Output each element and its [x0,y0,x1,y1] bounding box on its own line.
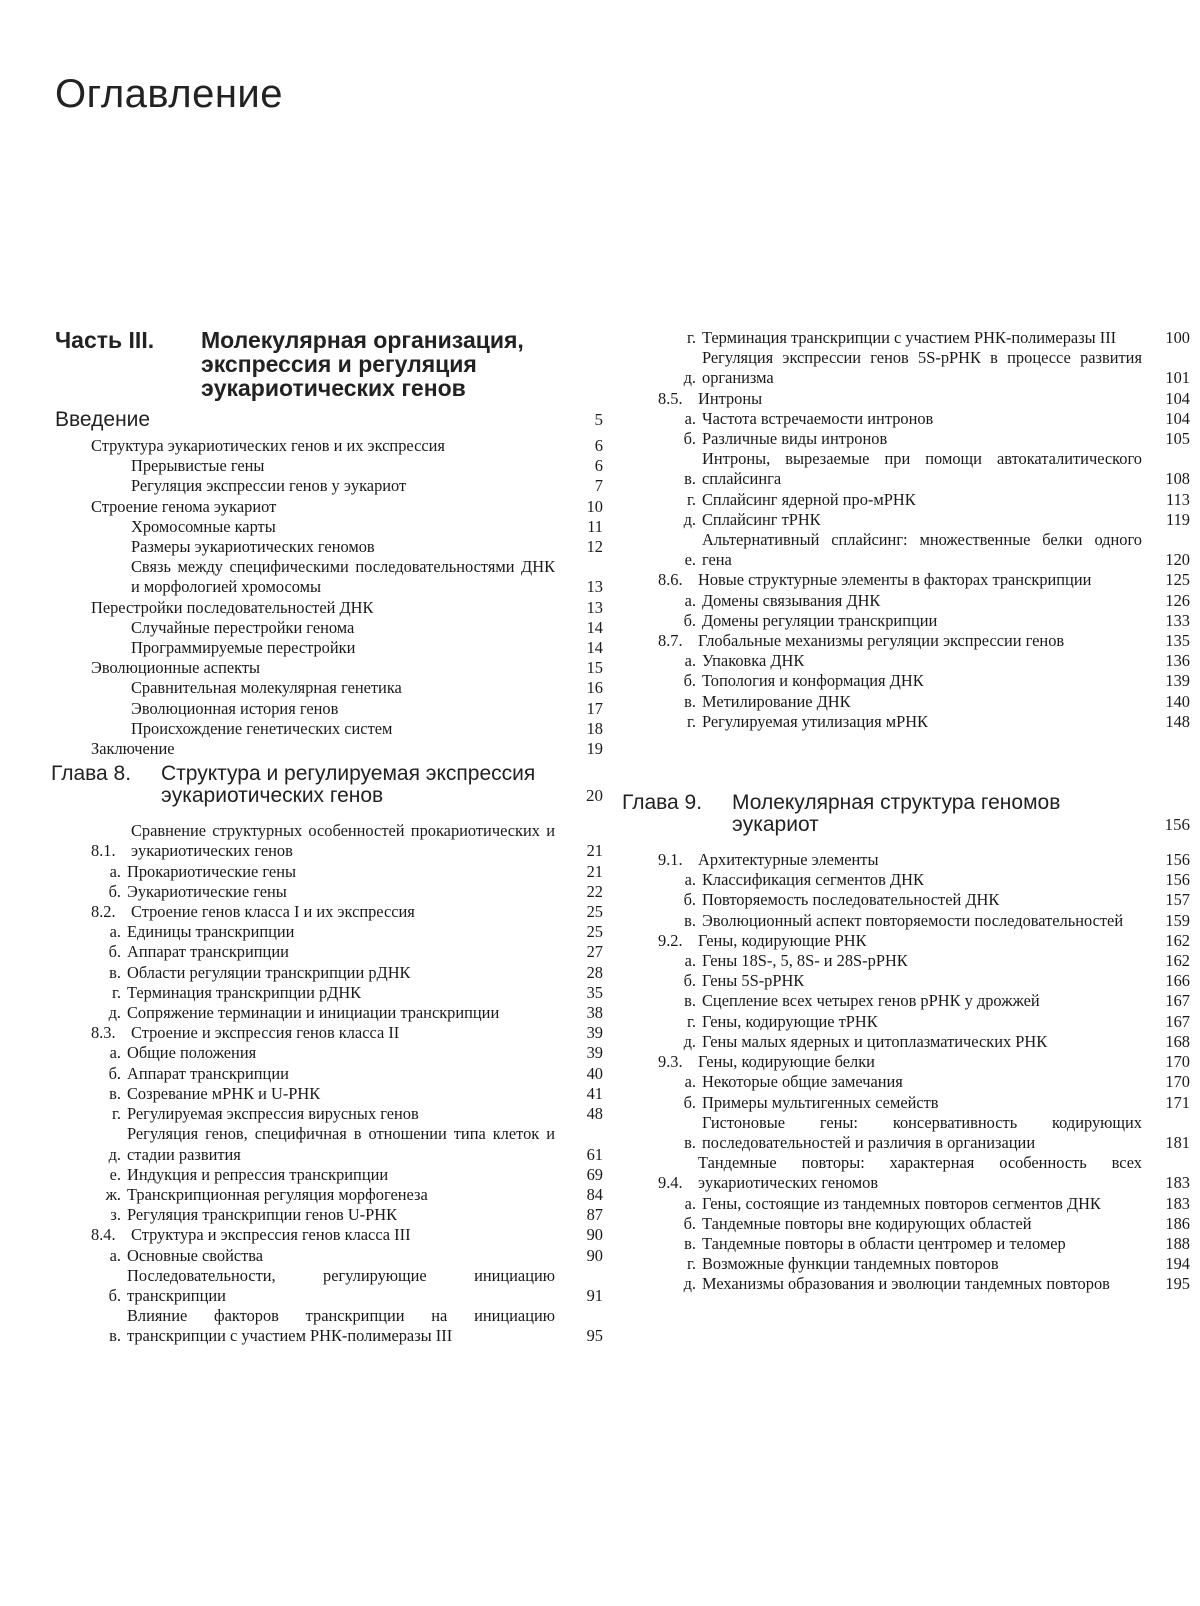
toc-subsection-entry [55,1064,603,1084]
entry-page-number: 6 [594,436,603,455]
entry-label: д. [683,509,696,529]
toc-topic-entry [55,436,603,456]
entry-label: 8.4. [91,1225,116,1245]
entry-page-number: 25 [586,922,603,942]
entry-label: а. [109,1245,121,1265]
entry-title: Хромосомные карты [131,516,276,536]
entry-page-number: 38 [586,1003,603,1023]
entry-title: Примеры мультигенных семейств [702,1092,939,1112]
toc-subsection-entry [55,1124,603,1164]
entry-page-number: 156 [1164,815,1190,835]
toc-subsection-entry [55,882,603,902]
toc-section-entry [634,631,1190,651]
entry-page-number: 21 [586,861,603,881]
entry-title: Глобальные механизмы регуляции экспрессии генов [698,631,1065,651]
entry-label: а. [684,951,696,971]
entry-title: Единицы транскрипции [127,922,295,942]
entry-title: Тандемные повторы в области центромер и теломер [702,1233,1066,1253]
entry-title: Регуляция экспрессии генов у эукариот [131,476,407,496]
entry-label: з. [110,1205,121,1225]
toc-subsection-entry [55,1306,603,1346]
entry-label: б. [683,671,696,691]
toc-subsection-entry [634,712,1190,732]
toc-column-right [622,328,1190,1295]
entry-label: в. [684,1233,696,1253]
entry-label: б. [108,1285,121,1305]
entry-title: Молекулярная структура геномов эукариот [732,791,1061,837]
entry-label: в. [684,469,696,489]
entry-label: Часть III. [55,327,155,353]
entry-label: 9.2. [658,930,683,950]
toc-subsection-entry [55,1165,603,1185]
entry-page-number: 171 [1165,1092,1190,1112]
entry-label: б. [683,610,696,630]
toc-subsection-entry [634,870,1190,890]
entry-page-number: 14 [586,638,603,658]
entry-label: г. [112,982,121,1002]
toc-topic-entry [55,739,603,759]
entry-page-number: 156 [1165,870,1190,890]
toc-subtopic-entry [55,678,603,698]
toc-subtopic-entry [55,456,603,476]
entry-label: а. [684,1072,696,1092]
entry-page-number: 108 [1165,469,1190,489]
entry-label: в. [684,1132,696,1152]
entry-page-number: 162 [1165,951,1190,971]
entry-label: е. [684,550,696,570]
entry-title: Повторяемость последовательностей ДНК [702,890,1000,910]
entry-page-number: 133 [1165,610,1190,630]
entry-title: Гены 5S-рРНК [702,971,805,991]
entry-page-number: 105 [1165,429,1190,449]
entry-title: Размеры эукариотических геномов [131,537,375,557]
entry-label: а. [684,1193,696,1213]
entry-label: д. [683,1274,696,1294]
entry-title: Регуляция генов, специфичная в отношении типа клеток и стадии развития [127,1124,555,1164]
toc-subsection-entry [634,1234,1190,1254]
toc-subsection-entry [634,409,1190,429]
entry-label: в. [109,1083,121,1103]
entry-label: г. [687,328,696,347]
entry-title: Сравнение структурных особенностей прокариотических и эукариотических генов [131,821,555,861]
entry-page-number: 6 [594,456,603,476]
entry-title: Интроны, вырезаемые при помощи автокаталитического сплайсинга [702,449,1142,489]
entry-page-number: 104 [1165,408,1190,428]
entry-title: Строение генома эукариот [91,496,277,516]
entry-title: Терминация транскрипции с участием РНК-полимеразы III [702,328,1117,347]
entry-label: а. [109,861,121,881]
toc-subtopic-entry [55,517,603,537]
toc-subsection-entry [634,1032,1190,1052]
toc-subtopic-entry [55,719,603,739]
toc-subsection-entry [634,348,1190,388]
toc-subsection-entry [634,1274,1190,1294]
entry-page-number: 28 [586,962,603,982]
entry-page-number: 156 [1165,850,1190,870]
entry-page-number: 16 [586,678,603,698]
entry-label: а. [684,590,696,610]
toc-subtopic-entry [55,557,603,597]
entry-title: Прокариотические гены [127,861,296,881]
entry-page-number: 136 [1165,651,1190,671]
entry-title: Индукция и репрессия транскрипции [127,1164,389,1184]
toc-subsection-entry [634,890,1190,910]
entry-title: Общие положения [127,1043,257,1063]
entry-title: Строение генов класса I и их экспрессия [131,902,415,922]
toc-subsection-entry [634,1093,1190,1113]
toc-topic-entry [55,497,603,517]
toc-subsection-entry [634,530,1190,570]
entry-label: ж. [105,1184,121,1204]
page-title: Оглавление [55,72,284,116]
toc-section-entry [634,389,1190,409]
entry-title: Возможные функции тандемных повторов [702,1254,999,1274]
entry-page-number: 120 [1165,550,1190,570]
entry-page-number: 61 [586,1144,603,1164]
entry-page-number: 95 [586,1326,603,1346]
entry-label: а. [684,870,696,890]
entry-title: Регуляция экспрессии генов 5S-рРНК в процессе развития организма [702,348,1142,388]
entry-page-number: 140 [1165,691,1190,711]
entry-page-number: 195 [1165,1274,1190,1294]
entry-title: Домены регуляции транскрипции [702,610,938,630]
entry-label: б. [108,1063,121,1083]
toc-subsection-entry [55,1003,603,1023]
toc-section-entry [55,1023,603,1043]
entry-page-number: 166 [1165,971,1190,991]
toc-subsection-entry [634,1254,1190,1274]
entry-title: Эволюционная история генов [131,698,339,718]
entry-title: Строение и экспрессия генов класса II [131,1023,400,1043]
toc-subsection-entry [55,983,603,1003]
entry-title: Программируемые перестройки [131,638,356,658]
entry-label: 9.1. [658,850,683,870]
entry-page-number: 90 [586,1225,603,1245]
entry-page-number: 39 [586,1023,603,1043]
entry-title: Домены связывания ДНК [702,590,881,610]
entry-title: Упаковка ДНК [702,651,805,671]
entry-title: Гены 18S-, 5, 8S- и 28S-рРНК [702,951,908,971]
toc-section-entry [55,1225,603,1245]
entry-page-number: 170 [1165,1072,1190,1092]
entry-page-number: 162 [1165,930,1190,950]
entry-label: б. [683,971,696,991]
entry-label: г. [687,1254,696,1274]
entry-page-number: 101 [1165,368,1190,388]
entry-page-number: 25 [586,902,603,922]
entry-title: Некоторые общие замечания [702,1072,903,1092]
entry-page-number: 157 [1165,890,1190,910]
part-heading [55,328,603,400]
entry-page-number: 27 [586,942,603,962]
toc-section-entry [55,821,603,861]
toc-subsection-entry [634,692,1190,712]
toc-section-entry [634,570,1190,590]
entry-page-number: 113 [1166,489,1190,509]
entry-title: Тандемные повторы: характерная особенность всех эукариотических геномов [698,1153,1142,1193]
entry-page-number: 139 [1165,671,1190,691]
entry-label: в. [109,962,121,982]
toc-subtopic-entry [55,537,603,557]
entry-title: Регулируемая экспрессия вирусных генов [127,1104,419,1124]
toc-subsection-entry [55,942,603,962]
entry-label: 8.5. [658,388,683,408]
entry-title: Сплайсинг тРНК [702,509,821,529]
entry-label: г. [112,1104,121,1124]
entry-page-number: 13 [586,577,603,597]
toc-subsection-entry [634,490,1190,510]
entry-label: в. [684,991,696,1011]
entry-title: Структура и экспрессия генов класса III [131,1225,411,1245]
entry-title: Гены, состоящие из тандемных повторов сегментов ДНК [702,1193,1101,1213]
toc-section-entry [634,1052,1190,1072]
entry-title: Транскрипционная регуляция морфогенеза [127,1184,428,1204]
entry-title: Связь между специфическими последовательностями ДНК и морфологией хромосомы [131,557,555,597]
entry-title: Терминация транскрипции рДНК [127,982,362,1002]
toc-subsection-entry [55,1246,603,1266]
entry-title: Гены малых ядерных и цитоплазматических РНК [702,1031,1048,1051]
toc-section-entry [634,1153,1190,1193]
entry-label: а. [684,408,696,428]
entry-title: Интроны [698,388,763,408]
toc-subsection-entry [55,1266,603,1306]
entry-page-number: 19 [586,739,603,759]
entry-title: Аппарат транскрипции [127,1063,289,1083]
entry-title: Области регуляции транскрипции рДНК [127,962,411,982]
entry-page-number: 22 [586,881,603,901]
entry-title: Введение [55,408,151,431]
entry-label: г. [687,711,696,731]
toc-subsection-entry [55,922,603,942]
entry-page-number: 17 [586,698,603,718]
toc-subtopic-entry [55,476,603,496]
entry-label: 8.1. [91,841,116,861]
toc-subsection-entry [634,1214,1190,1234]
entry-page-number: 167 [1165,991,1190,1011]
toc-subsection-entry [634,911,1190,931]
entry-title: Метилирование ДНК [702,691,851,711]
entry-label: Глава 9. [622,791,703,815]
entry-page-number: 126 [1165,590,1190,610]
entry-page-number: 12 [586,537,603,557]
entry-page-number: 125 [1165,570,1190,590]
entry-label: б. [108,942,121,962]
toc-subsection-entry [634,611,1190,631]
entry-title: Основные свойства [127,1245,264,1265]
entry-page-number: 15 [586,658,603,678]
entry-page-number: 41 [586,1083,603,1103]
entry-page-number: 20 [586,786,603,806]
entry-page-number: 183 [1165,1173,1190,1193]
entry-title: Перестройки последовательностей ДНК [91,597,374,617]
toc-subsection-entry [634,1012,1190,1032]
entry-label: б. [683,429,696,449]
entry-title: Гистоновые гены: консервативность кодирующих последовательностей и различия в организации [702,1112,1142,1152]
entry-label: д. [683,1031,696,1051]
toc-subsection-entry [634,1194,1190,1214]
entry-label: д. [683,368,696,388]
toc-subsection-entry [55,1205,603,1225]
chapter-heading [622,791,1190,837]
entry-page-number: 119 [1166,509,1190,529]
entry-label: в. [684,691,696,711]
entry-title: Классификация сегментов ДНК [702,870,924,890]
entry-page-number: 40 [586,1063,603,1083]
entry-title: Эволюционный аспект повторяемости последовательностей [702,910,1124,930]
toc-subsection-entry [634,1072,1190,1092]
entry-page-number: 13 [586,597,603,617]
entry-page-number: 18 [586,718,603,738]
entry-title: Сопряжение терминации и инициации транскрипции [127,1003,500,1023]
entry-title: Последовательности, регулирующие инициацию транскрипции [127,1265,555,1305]
entry-page-number: 181 [1165,1132,1190,1152]
entry-title: Влияние факторов транскрипции на инициацию транскрипции с участием РНК-полимеразы III [127,1306,555,1346]
entry-title: Новые структурные элементы в факторах транскрипции [698,570,1092,590]
entry-title: Архитектурные элементы [698,850,879,870]
entry-label: б. [683,1092,696,1112]
entry-title: Топология и конформация ДНК [702,671,924,691]
entry-label: а. [109,922,121,942]
entry-page-number: 159 [1165,910,1190,930]
entry-title: Различные виды интронов [702,429,888,449]
entry-page-number: 84 [586,1184,603,1204]
toc-section-entry [55,902,603,922]
entry-title: Гены, кодирующие белки [698,1052,875,1072]
toc-subsection-entry [634,449,1190,489]
intro-heading [55,408,603,432]
entry-title: Регуляция транскрипции генов U-РНК [127,1205,398,1225]
entry-page-number: 35 [586,982,603,1002]
entry-label: б. [108,881,121,901]
entry-page-number: 168 [1165,1031,1190,1051]
entry-label: 8.2. [91,902,116,922]
entry-page-number: 170 [1165,1052,1190,1072]
entry-title: Гены, кодирующие РНК [698,930,867,950]
toc-subsection-entry [55,1104,603,1124]
entry-page-number: 194 [1165,1254,1190,1274]
entry-page-number: 100 [1165,328,1190,347]
toc-section-entry [634,850,1190,870]
entry-page-number: 48 [586,1104,603,1124]
entry-title: Эволюционные аспекты [91,658,261,678]
entry-title: Структура и регулируемая экспрессия эукариотических генов [161,762,536,808]
toc-subtopic-entry [55,638,603,658]
entry-title: Аппарат транскрипции [127,942,289,962]
entry-title: Гены, кодирующие тРНК [702,1011,878,1031]
toc-subsection-entry [634,591,1190,611]
entry-title: Механизмы образования и эволюции тандемных повторов [702,1274,1110,1294]
entry-label: г. [687,1011,696,1031]
entry-title: Эукариотические гены [127,881,287,901]
entry-label: 9.4. [658,1173,683,1193]
toc-subsection-entry [634,510,1190,530]
toc-subsection-entry [634,328,1190,348]
entry-label: 8.6. [658,570,683,590]
entry-label: е. [109,1164,121,1184]
entry-page-number: 7 [594,476,603,496]
entry-title: Частота встречаемости интронов [702,408,934,428]
entry-label: в. [109,1326,121,1346]
entry-label: 9.3. [658,1052,683,1072]
toc-topic-entry [55,658,603,678]
entry-title: Молекулярная организация, экспрессия и регуляция эукариотических генов [201,327,524,401]
toc-subsection-entry [634,971,1190,991]
entry-page-number: 39 [586,1043,603,1063]
entry-title: Структура эукариотических генов и их экспрессия [91,436,445,455]
entry-page-number: 5 [594,410,603,429]
entry-label: 8.7. [658,631,683,651]
entry-page-number: 21 [586,841,603,861]
entry-title: Происхождение генетических систем [131,718,393,738]
entry-title: Заключение [91,739,175,759]
entry-label: г. [687,489,696,509]
toc-subsection-entry [634,1113,1190,1153]
toc-subsection-entry [634,951,1190,971]
entry-title: Случайные перестройки генома [131,617,355,637]
entry-title: Регулируемая утилизация мРНК [702,711,928,731]
entry-page-number: 14 [586,617,603,637]
toc-column-left [51,327,603,1347]
toc-subsection-entry [55,1043,603,1063]
entry-title: Тандемные повторы вне кодирующих областей [702,1213,1032,1233]
toc-subtopic-entry [55,618,603,638]
toc-subsection-entry [55,963,603,983]
entry-page-number: 91 [586,1285,603,1305]
toc-subsection-entry [634,429,1190,449]
entry-page-number: 188 [1165,1233,1190,1253]
entry-page-number: 11 [587,516,603,536]
entry-page-number: 104 [1165,388,1190,408]
entry-label: б. [683,890,696,910]
entry-label: д. [108,1003,121,1023]
entry-label: д. [108,1144,121,1164]
entry-label: Глава 8. [51,762,132,786]
toc-subsection-entry [634,991,1190,1011]
toc-subsection-entry [55,862,603,882]
entry-page-number: 167 [1165,1011,1190,1031]
entry-title: Сцепление всех четырех генов рРНК у дрожжей [702,991,1040,1011]
entry-title: Сплайсинг ядерной про-мРНК [702,489,916,509]
entry-page-number: 148 [1165,711,1190,731]
entry-page-number: 183 [1165,1193,1190,1213]
chapter-heading [51,762,603,808]
entry-label: 8.3. [91,1023,116,1043]
entry-title: Сравнительная молекулярная генетика [131,678,402,698]
entry-title: Созревание мРНК и U-РНК [127,1083,321,1103]
entry-page-number: 87 [586,1205,603,1225]
toc-subsection-entry [55,1185,603,1205]
toc-section-entry [634,931,1190,951]
toc-subsection-entry [634,671,1190,691]
entry-label: а. [109,1043,121,1063]
entry-label: а. [684,651,696,671]
entry-page-number: 69 [586,1164,603,1184]
entry-page-number: 135 [1165,631,1190,651]
entry-title: Альтернативный сплайсинг: множественные белки одного гена [702,530,1142,570]
entry-page-number: 10 [586,496,603,516]
toc-subtopic-entry [55,699,603,719]
entry-page-number: 186 [1165,1213,1190,1233]
entry-page-number: 90 [586,1245,603,1265]
entry-label: в. [684,910,696,930]
entry-title: Прерывистые гены [131,456,265,476]
entry-label: б. [683,1213,696,1233]
toc-subsection-entry [55,1084,603,1104]
toc-subsection-entry [634,651,1190,671]
toc-topic-entry [55,598,603,618]
